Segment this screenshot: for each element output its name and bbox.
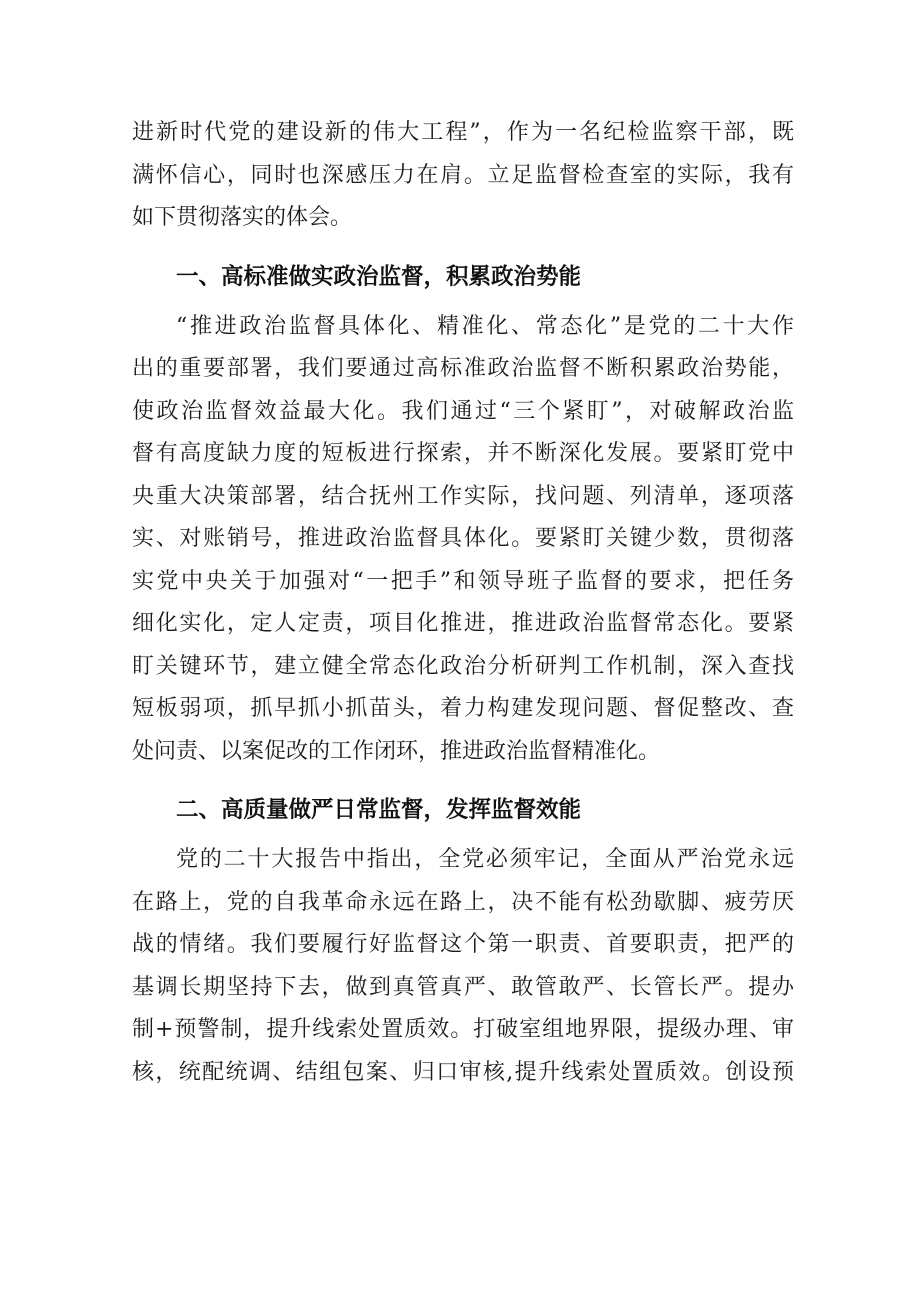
paragraph-line: “推进政治监督具体化、精准化、常态化”是党的二十大作 <box>176 313 794 339</box>
paragraph-line: 盯关键环节，建立健全常态化政治分析研判工作机制，深入查找 <box>132 653 794 679</box>
paragraph-line: 央重大决策部署，结合抚州工作实际，找问题、列清单，逐项落 <box>132 483 794 509</box>
paragraph-line: 实党中央关于加强对“一把手”和领导班子监督的要求，把任务 <box>132 568 794 594</box>
paragraph-line: 战的情绪。我们要履行好监督这个第一职责、首要职责，把严的 <box>132 932 794 957</box>
paragraph-line: 细化实化，定人定责，项目化推进，推进政治监督常态化。要紧 <box>132 611 794 636</box>
paragraph-line: 党的二十大报告中指出，全党必须牢记，全面从严治党永远 <box>176 847 794 872</box>
paragraph-line: 如下贯彻落实的体会。 <box>132 205 353 230</box>
paragraph-line: 满怀信心，同时也深感压力在肩。立足监督检查室的实际，我有 <box>132 162 794 188</box>
section-heading-1: 一、高标准做实政治监督，积累政治势能 <box>176 263 582 290</box>
paragraph-line: 督有高度缺力度的短板进行探索，并不断深化发展。要紧盯党中 <box>132 441 794 466</box>
paragraph-line: 实、对账销号，推进政治监督具体化。要紧盯关键少数，贯彻落 <box>132 526 794 551</box>
paragraph-line: 基调长期坚持下去，做到真管真严、敢管敢严、长管长严。提办 <box>132 974 794 1000</box>
document-body <box>132 112 794 1094</box>
paragraph-line: 短板弱项，抓早抓小抓苗头，着力构建发现问题、督促整改、查 <box>132 696 794 721</box>
paragraph-line: 出的重要部署，我们要通过高标准政治监督不断积累政治势能， <box>132 356 794 381</box>
paragraph-line: 制+预警制，提升线索处置质效。打破室组地界限，提级办理、审 <box>132 1017 794 1042</box>
paragraph-line: 核，统配统调、结组包案、归口审核,提升线索处置质效。创设预 <box>132 1059 794 1085</box>
section-heading-2: 二、高质量做严日常监督，发挥监督效能 <box>176 797 582 823</box>
paragraph-line: 进新时代党的建设新的伟大工程”，作为一名纪检监察干部，既 <box>132 120 794 145</box>
paragraph-line: 处问责、以案促改的工作闭环，推进政治监督精准化。 <box>132 738 661 764</box>
paragraph-line: 使政治监督效益最大化。我们通过“三个紧盯”，对破解政治监 <box>132 398 794 424</box>
paragraph-line: 在路上，党的自我革命永远在路上，决不能有松劲歇脚、疲劳厌 <box>132 889 794 915</box>
